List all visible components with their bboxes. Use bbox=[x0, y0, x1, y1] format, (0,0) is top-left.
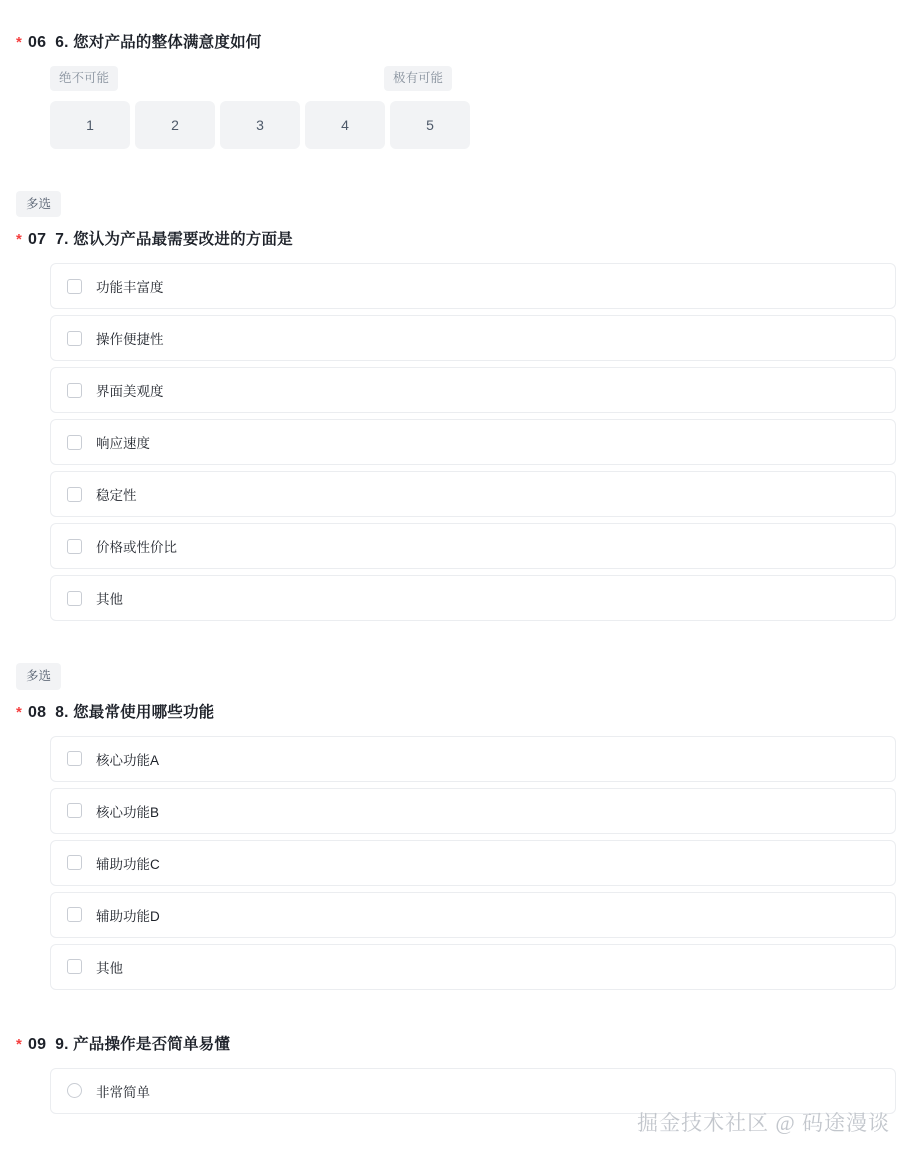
checkbox-icon[interactable] bbox=[67, 435, 82, 450]
checkbox-icon[interactable] bbox=[67, 539, 82, 554]
option-row[interactable] bbox=[50, 471, 896, 517]
spacer bbox=[16, 998, 896, 1032]
question-type-tag-row-07 bbox=[16, 191, 896, 218]
option-row[interactable] bbox=[50, 263, 896, 309]
question-text: 8. 您最常使用哪些功能 bbox=[55, 703, 215, 721]
question-title-08 bbox=[16, 700, 896, 722]
option-label: 非常简单 bbox=[96, 1084, 150, 1100]
question-number: 07 bbox=[28, 231, 47, 248]
required-asterisk-icon: * bbox=[16, 231, 23, 248]
option-row[interactable] bbox=[50, 1068, 896, 1114]
required-asterisk-icon: * bbox=[16, 1035, 23, 1053]
option-row[interactable] bbox=[50, 944, 896, 990]
nps-option-3[interactable]: 3 bbox=[220, 101, 300, 149]
option-label: 其他 bbox=[96, 592, 123, 607]
question-block-09 bbox=[16, 1032, 896, 1114]
option-label: 界面美观度 bbox=[96, 384, 164, 399]
option-row[interactable] bbox=[50, 367, 896, 413]
option-label: 核心功能A bbox=[96, 752, 160, 768]
option-row[interactable] bbox=[50, 892, 896, 938]
question-number: 09 bbox=[28, 1035, 47, 1053]
checkbox-icon[interactable] bbox=[67, 803, 82, 818]
question-text: 7. 您认为产品最需要改进的方面是 bbox=[55, 231, 293, 248]
option-row[interactable] bbox=[50, 736, 896, 782]
question-type-badge: 多选 bbox=[16, 663, 61, 690]
checkbox-icon[interactable] bbox=[67, 855, 82, 870]
question-block-08 bbox=[16, 663, 896, 990]
question-title-07 bbox=[16, 227, 896, 249]
option-row[interactable] bbox=[50, 315, 896, 361]
option-label: 操作便捷性 bbox=[96, 332, 164, 347]
nps-option-4[interactable]: 4 bbox=[305, 101, 385, 149]
option-row[interactable] bbox=[50, 788, 896, 834]
nps-option-2[interactable]: 2 bbox=[135, 101, 215, 149]
option-label: 功能丰富度 bbox=[96, 280, 164, 295]
option-label: 响应速度 bbox=[96, 436, 150, 451]
question-number: 08 bbox=[28, 703, 47, 721]
checkbox-icon[interactable] bbox=[67, 331, 82, 346]
option-label: 辅助功能C bbox=[96, 856, 160, 872]
nps-option-group bbox=[50, 101, 896, 149]
checkbox-icon[interactable] bbox=[67, 487, 82, 502]
required-asterisk-icon: * bbox=[16, 34, 23, 51]
question-title-09 bbox=[16, 1032, 896, 1054]
option-label: 其他 bbox=[96, 960, 123, 976]
checkbox-icon[interactable] bbox=[67, 751, 82, 766]
radio-icon[interactable] bbox=[67, 1083, 82, 1098]
option-row[interactable] bbox=[50, 523, 896, 569]
option-label: 核心功能B bbox=[96, 804, 160, 820]
option-list-07 bbox=[16, 263, 896, 621]
nps-endpoint-labels bbox=[50, 66, 896, 91]
required-asterisk-icon: * bbox=[16, 703, 23, 721]
watermark: 掘金技术社区 @ 码途漫谈 bbox=[637, 1111, 890, 1135]
question-number: 06 bbox=[28, 34, 47, 51]
question-text: 6. 您对产品的整体满意度如何 bbox=[55, 34, 262, 51]
nps-option-5[interactable]: 5 bbox=[390, 101, 470, 149]
option-row[interactable] bbox=[50, 419, 896, 465]
question-block-07 bbox=[16, 191, 896, 622]
checkbox-icon[interactable] bbox=[67, 907, 82, 922]
question-text: 9. 产品操作是否简单易懂 bbox=[55, 1035, 231, 1053]
question-title-06 bbox=[16, 30, 896, 52]
option-label: 稳定性 bbox=[96, 488, 137, 503]
spacer bbox=[16, 629, 896, 663]
question-block-06 bbox=[16, 30, 896, 149]
checkbox-icon[interactable] bbox=[67, 959, 82, 974]
option-row[interactable] bbox=[50, 575, 896, 621]
nps-low-label: 绝不可能 bbox=[50, 66, 118, 91]
option-label: 辅助功能D bbox=[96, 908, 160, 924]
option-list-08 bbox=[16, 736, 896, 990]
nps-option-1[interactable]: 1 bbox=[50, 101, 130, 149]
option-label: 价格或性价比 bbox=[96, 540, 177, 555]
nps-high-label: 极有可能 bbox=[384, 66, 452, 91]
checkbox-icon[interactable] bbox=[67, 591, 82, 606]
nps-scale-06 bbox=[16, 66, 896, 149]
checkbox-icon[interactable] bbox=[67, 279, 82, 294]
question-type-tag-row-08 bbox=[16, 663, 896, 690]
option-list-09 bbox=[16, 1068, 896, 1114]
option-row[interactable] bbox=[50, 840, 896, 886]
checkbox-icon[interactable] bbox=[67, 383, 82, 398]
question-type-badge: 多选 bbox=[16, 191, 61, 218]
spacer bbox=[16, 157, 896, 191]
